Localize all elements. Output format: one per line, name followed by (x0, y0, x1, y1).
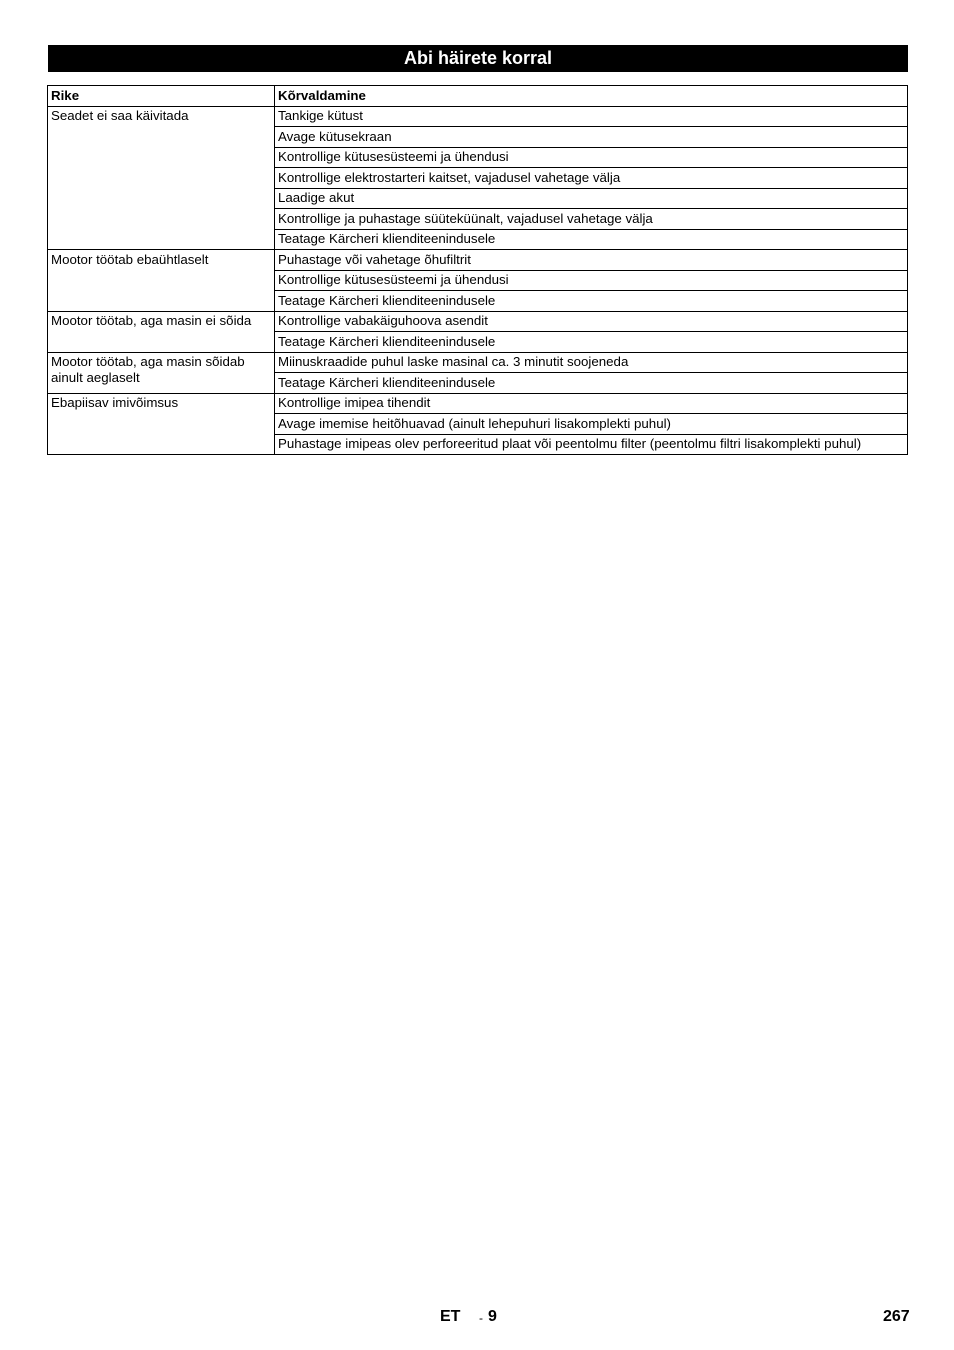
header-remedy: Kõrvaldamine (275, 86, 908, 107)
fault-cell: Ebapiisav imivõimsus (48, 393, 275, 455)
remedy-cell: Puhastage või vahetage õhufiltrit (275, 250, 908, 271)
footer-language: ET (440, 1308, 461, 1325)
footer-section-page: 9 (488, 1308, 497, 1325)
fault-cell: Seadet ei saa käivitada (48, 106, 275, 250)
table-row (48, 106, 908, 127)
remedy-cell: Teatage Kärcheri klienditeenindusele (275, 229, 908, 250)
remedy-cell: Teatage Kärcheri klienditeenindusele (275, 291, 908, 312)
remedy-cell: Avage kütusekraan (275, 127, 908, 148)
fault-cell: Mootor töötab, aga masin ei sõida (48, 311, 275, 352)
table-row (48, 250, 908, 271)
remedy-cell: Kontrollige kütusesüsteemi ja ühendusi (275, 147, 908, 168)
remedy-cell: Avage imemise heitõhuavad (ainult lehepuhuri lisakomplekti puhul) (275, 414, 908, 435)
remedy-cell: Kontrollige kütusesüsteemi ja ühendusi (275, 270, 908, 291)
table-row (48, 311, 908, 332)
remedy-cell: Kontrollige vabakäiguhoova asendit (275, 311, 908, 332)
troubleshooting-table (47, 85, 908, 455)
footer-page-number: 267 (883, 1308, 910, 1325)
remedy-cell: Tankige kütust (275, 106, 908, 127)
fault-cell: Mootor töötab ebaühtlaselt (48, 250, 275, 312)
remedy-cell: Kontrollige elektrostarteri kaitset, vajadusel vahetage välja (275, 168, 908, 189)
remedy-cell: Teatage Kärcheri klienditeenindusele (275, 332, 908, 353)
table-row (48, 352, 908, 373)
table-header-row (48, 86, 908, 107)
footer-dash: - (479, 1311, 483, 1325)
section-title: Abi häirete korral (48, 45, 908, 72)
remedy-cell: Miinuskraadide puhul laske masinal ca. 3 minutit soojeneda (275, 352, 908, 373)
fault-cell: Mootor töötab, aga masin sõidab ainult aeglaselt (48, 352, 275, 393)
remedy-cell: Kontrollige ja puhastage süüteküünalt, vajadusel vahetage välja (275, 209, 908, 230)
table-body (48, 106, 908, 455)
remedy-cell: Teatage Kärcheri klienditeenindusele (275, 373, 908, 394)
remedy-cell: Laadige akut (275, 188, 908, 209)
header-fault: Rike (48, 86, 275, 107)
remedy-cell: Puhastage imipeas olev perforeeritud plaat või peentolmu filter (peentolmu filtri lisakomplekti puhul) (275, 434, 908, 455)
remedy-cell: Kontrollige imipea tihendit (275, 393, 908, 414)
table-row (48, 393, 908, 414)
